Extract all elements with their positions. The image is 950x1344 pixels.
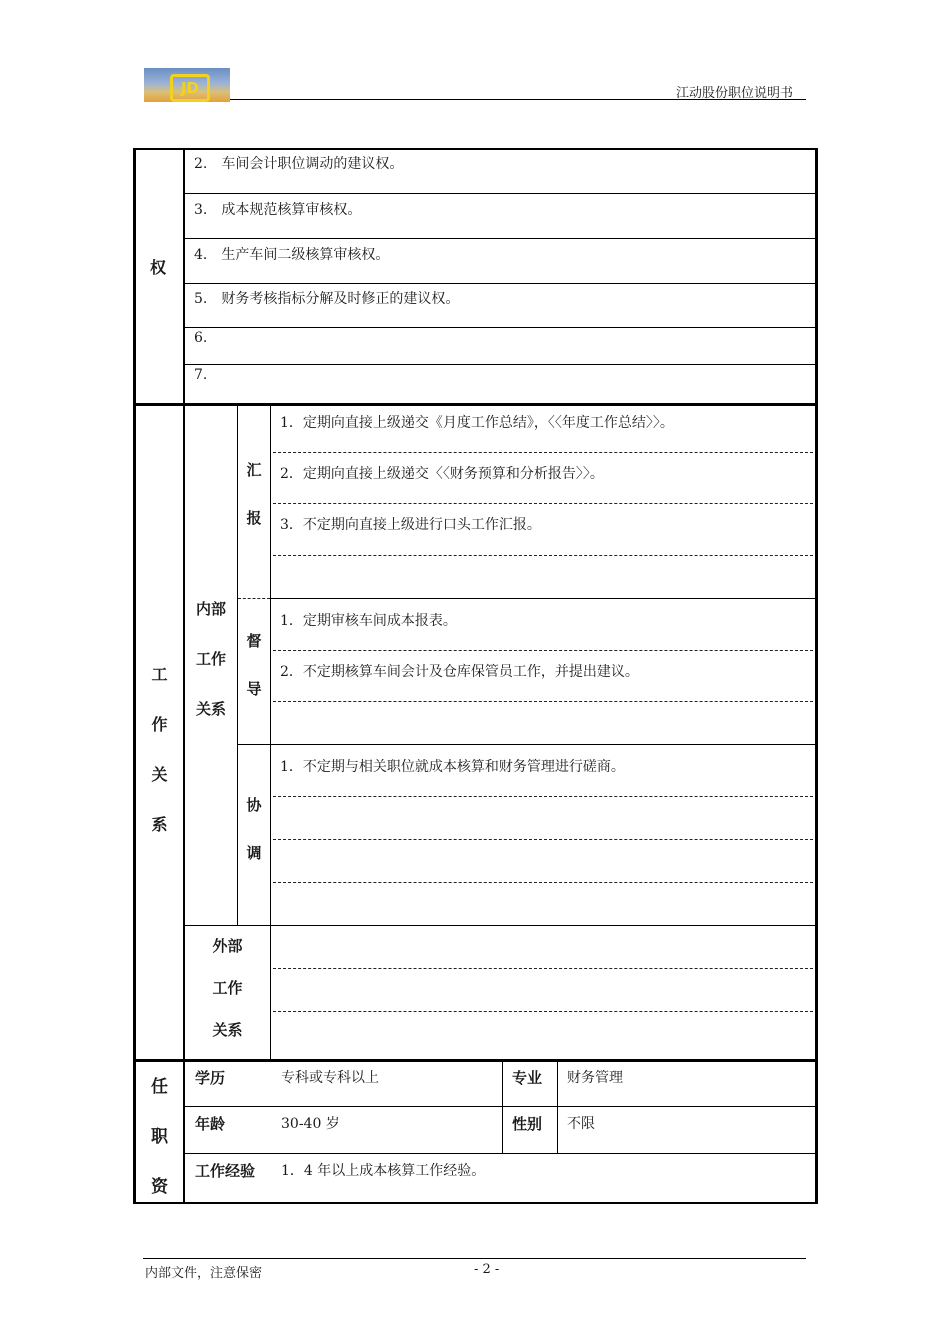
confidential-note: 内部文件，注意保密 (145, 1266, 263, 1281)
education-value: 专科或专科以上 (281, 1070, 379, 1086)
logo-text: JD (170, 74, 210, 102)
report-item-1: 1．定期向直接上级递交《月度工作总结》，〈〈年度工作总结〉〉。 (280, 415, 674, 431)
authority-item-4: 4. 生产车间二级核算审核权。 (194, 247, 390, 263)
supervise-item-1: 1．定期审核车间成本报表。 (280, 613, 457, 629)
footer-rule (143, 1258, 806, 1259)
report-item-3: 3．不定期向直接上级进行口头工作汇报。 (280, 517, 541, 533)
gender-value: 不限 (567, 1116, 595, 1132)
authority-item-5: 5. 财务考核指标分解及时修正的建议权。 (194, 291, 460, 307)
age-value: 30-40 岁 (281, 1116, 340, 1132)
experience-label: 工作经验 (195, 1162, 256, 1180)
qualification-label: 任 职 资 (151, 1077, 168, 1197)
report-item-2: 2．定期向直接上级递交〈〈财务预算和分析报告〉〉。 (280, 466, 604, 482)
gender-label: 性别 (512, 1115, 543, 1133)
major-value: 财务管理 (567, 1070, 623, 1086)
supervise-label: 督 导 (246, 632, 262, 698)
relations-label: 工 作 关 系 (151, 665, 168, 834)
authority-item-6: 6. (194, 330, 208, 346)
authority-item-7: 7. (194, 367, 208, 383)
company-logo (144, 68, 230, 102)
coordinate-label: 协 调 (246, 796, 262, 862)
document-title: 江动股份职位说明书 (676, 86, 794, 101)
experience-value: 1．4 年以上成本核算工作经验。 (281, 1163, 486, 1179)
external-relations-label: 外部 工作 关系 (212, 937, 243, 1039)
major-label: 专业 (512, 1069, 543, 1087)
authority-item-2: 2. 车间会计职位调动的建议权。 (194, 156, 404, 172)
page-number: - 2 - (474, 1262, 500, 1277)
supervise-item-2: 2．不定期核算车间会计及仓库保管员工作，并提出建议。 (280, 664, 639, 680)
age-label: 年龄 (195, 1115, 226, 1133)
coordinate-item-1: 1．不定期与相关职位就成本核算和财务管理进行磋商。 (280, 759, 625, 775)
authority-item-3: 3. 成本规范核算审核权。 (194, 202, 362, 218)
education-label: 学历 (195, 1069, 226, 1087)
report-label: 汇 报 (246, 461, 262, 527)
internal-relations-label: 内部 工作 关系 (195, 600, 226, 718)
authority-label: 权 (150, 258, 167, 277)
